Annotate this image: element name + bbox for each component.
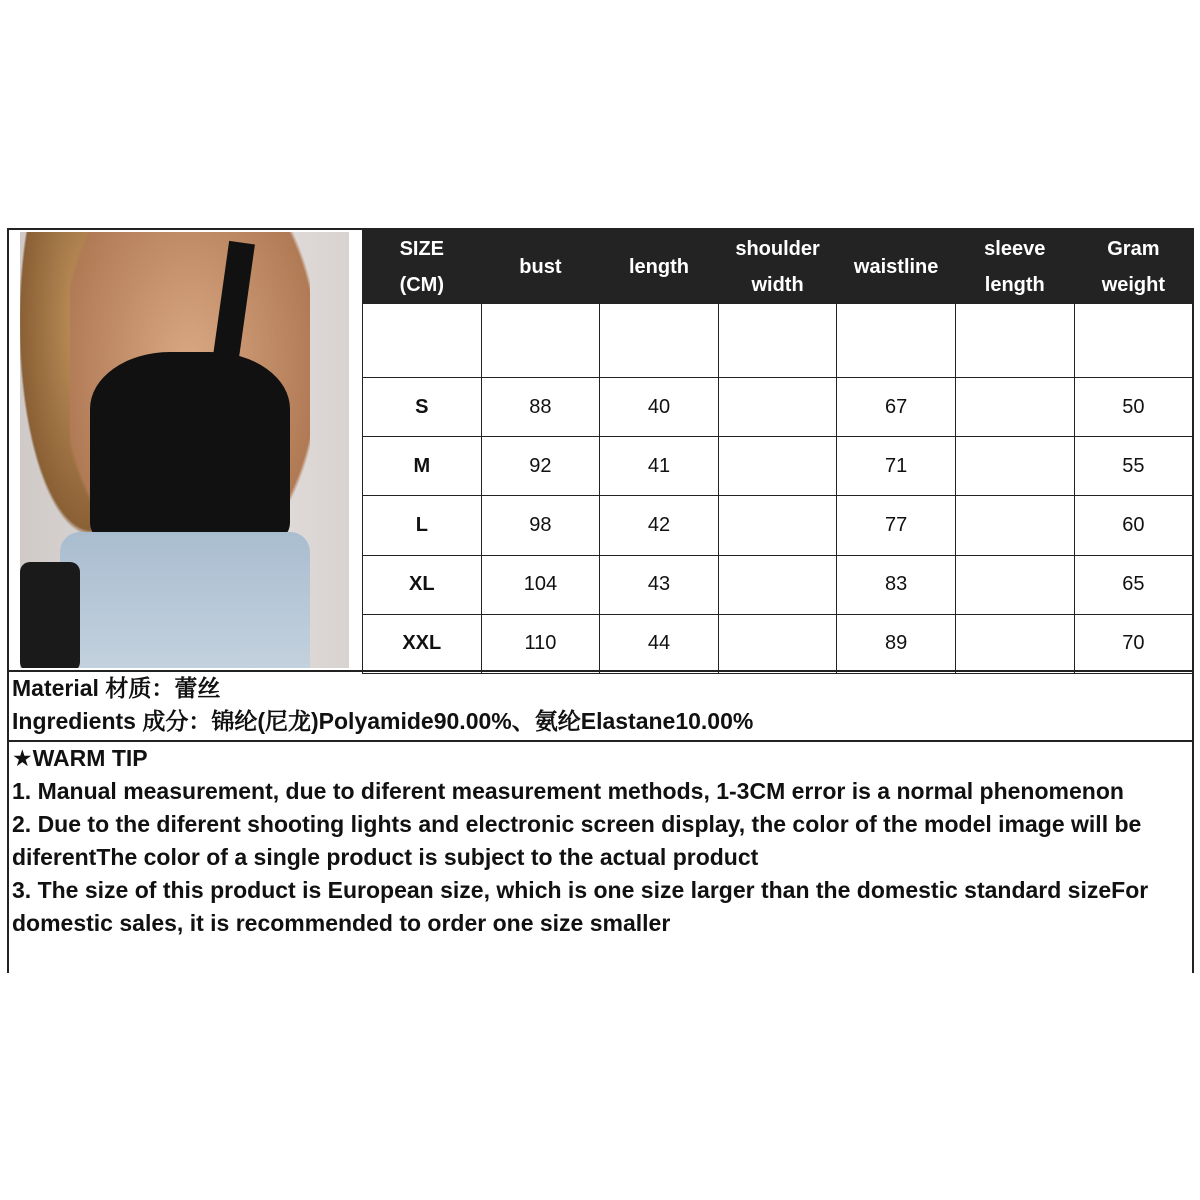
value-cell: 88 [481,378,600,437]
tip-2: 2. Due to the diferent shooting lights and electronic screen display, the color of the model image will be diferentThe color of a single product is subject to the actual product [12,811,1142,870]
header-line: length [984,274,1045,296]
table-row [363,437,1193,496]
value-cell: 71 [837,437,956,496]
header-line: Gram [1107,238,1160,260]
warm-tip-title: ★WARM TIP [12,745,148,771]
column-header [481,231,600,304]
value-cell [718,614,837,673]
value-cell: 50 [1074,378,1193,437]
header-line: SIZE [399,238,445,260]
table-row [363,496,1193,555]
column-header [718,231,837,304]
header-line: weight [1101,274,1166,296]
blank-row [363,304,1193,378]
column-header [1074,231,1193,304]
table-row [363,614,1193,673]
value-cell: 70 [1074,614,1193,673]
value-cell: 43 [600,555,719,614]
value-cell: 98 [481,496,600,555]
value-cell [955,496,1074,555]
size-cell: XXL [363,614,482,673]
ingredients-text: Ingredients 成分：锦纶(尼龙)Polyamide90.00%、氨纶Elastane10.00% [12,708,754,734]
tip-1: 1. Manual measurement, due to diferent measurement methods, 1-3CM error is a normal phenomenon [12,778,1124,804]
value-cell: 41 [600,437,719,496]
material-text: Material 材质：蕾丝 [12,675,221,701]
column-header [600,231,719,304]
material-section [9,670,1192,740]
warm-tip-section [9,740,1192,972]
header-line: (CM) [399,274,445,296]
value-cell [955,614,1074,673]
value-cell [718,437,837,496]
table-row [363,378,1193,437]
size-cell: L [363,496,482,555]
value-cell: 104 [481,555,600,614]
table-row [363,555,1193,614]
value-cell [718,496,837,555]
value-cell: 44 [600,614,719,673]
header-line: width [751,274,804,296]
value-cell: 67 [837,378,956,437]
header-line: length [628,256,689,278]
size-cell: S [363,378,482,437]
header-line: shoulder [735,238,820,260]
header-line: sleeve [984,238,1046,260]
tip-3: 3. The size of this product is European size, which is one size larger than the domestic standard sizeFor domestic sales, it is recommended to order one size smaller [12,877,1149,936]
value-cell: 60 [1074,496,1193,555]
size-cell: XL [363,555,482,614]
value-cell [718,378,837,437]
column-header [955,231,1074,304]
value-cell [955,437,1074,496]
value-cell [955,555,1074,614]
column-header [363,231,482,304]
value-cell: 65 [1074,555,1193,614]
value-cell: 42 [600,496,719,555]
value-cell: 77 [837,496,956,555]
value-cell [718,555,837,614]
value-cell [955,378,1074,437]
header-line: waistline [853,256,939,278]
value-cell: 55 [1074,437,1193,496]
header-line: bust [519,256,562,278]
size-cell: M [363,437,482,496]
column-header [837,231,956,304]
model-photo [20,232,349,668]
value-cell: 89 [837,614,956,673]
value-cell: 40 [600,378,719,437]
value-cell: 83 [837,555,956,614]
size-table [362,230,1193,674]
value-cell: 92 [481,437,600,496]
value-cell: 110 [481,614,600,673]
